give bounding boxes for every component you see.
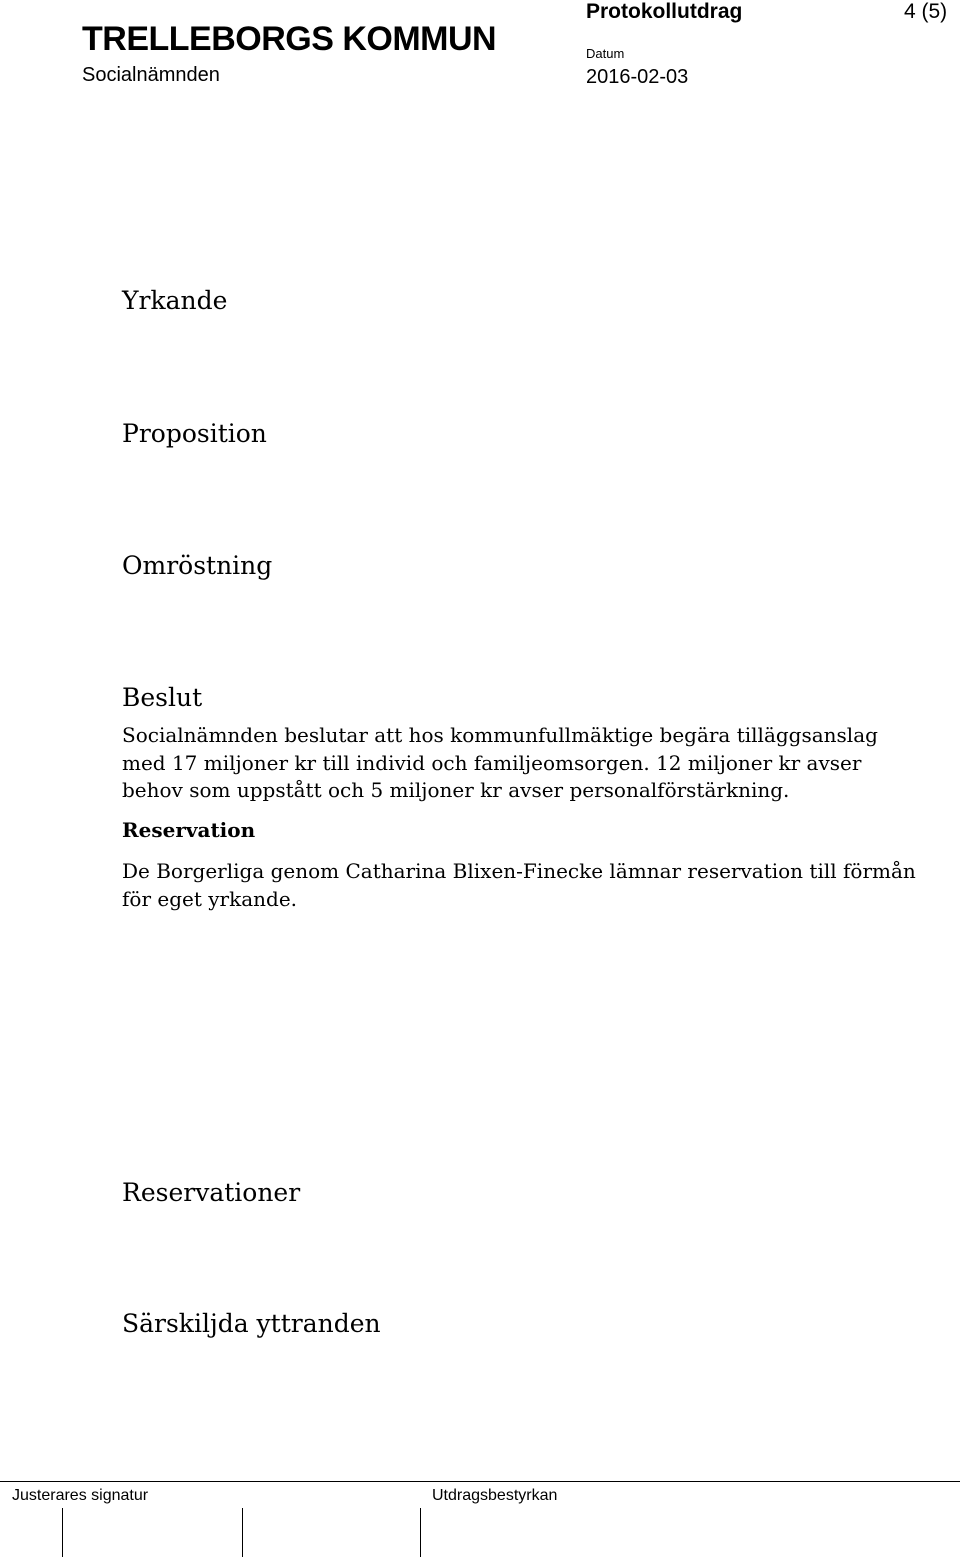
page-number: 4 (5)	[904, 0, 948, 23]
heading-reservation: Reservation	[122, 818, 256, 842]
signature-box-divider	[62, 1508, 63, 1557]
date-label: Datum	[586, 46, 625, 61]
reservation-text: De Borgerliga genom Catharina Blixen-Finecke lämnar reservation till förmån för eget yrkande.	[122, 859, 916, 911]
date-value: 2016-02-03	[586, 66, 689, 88]
utdragsbestyrkan-label: Utdragsbestyrkan	[432, 1487, 558, 1504]
beslut-text: Socialnämnden beslutar att hos kommunfullmäktige begära tilläggsanslag med 17 miljoner kr till individ och familjeomsorgen. 12 miljoner kr avser behov som uppstått och 5 miljoner kr avser personalförstärkning.	[122, 723, 878, 802]
heading-proposition: Proposition	[122, 419, 267, 448]
department-name: Socialnämnden	[82, 64, 220, 86]
heading-reservationer: Reservationer	[122, 1178, 301, 1207]
heading-beslut: Beslut	[122, 683, 203, 712]
footer-divider	[0, 1481, 960, 1482]
heading-sarskilda-yttranden: Särskiljda yttranden	[122, 1309, 381, 1338]
justerares-signatur-label: Justerares signatur	[12, 1487, 149, 1504]
signature-box-divider	[420, 1508, 421, 1557]
document-type: Protokollutdrag	[586, 0, 743, 23]
heading-omrostning: Omröstning	[122, 551, 273, 580]
heading-yrkande: Yrkande	[122, 286, 228, 315]
organization-name: TRELLEBORGS KOMMUN	[82, 20, 497, 58]
signature-box-divider	[242, 1508, 243, 1557]
